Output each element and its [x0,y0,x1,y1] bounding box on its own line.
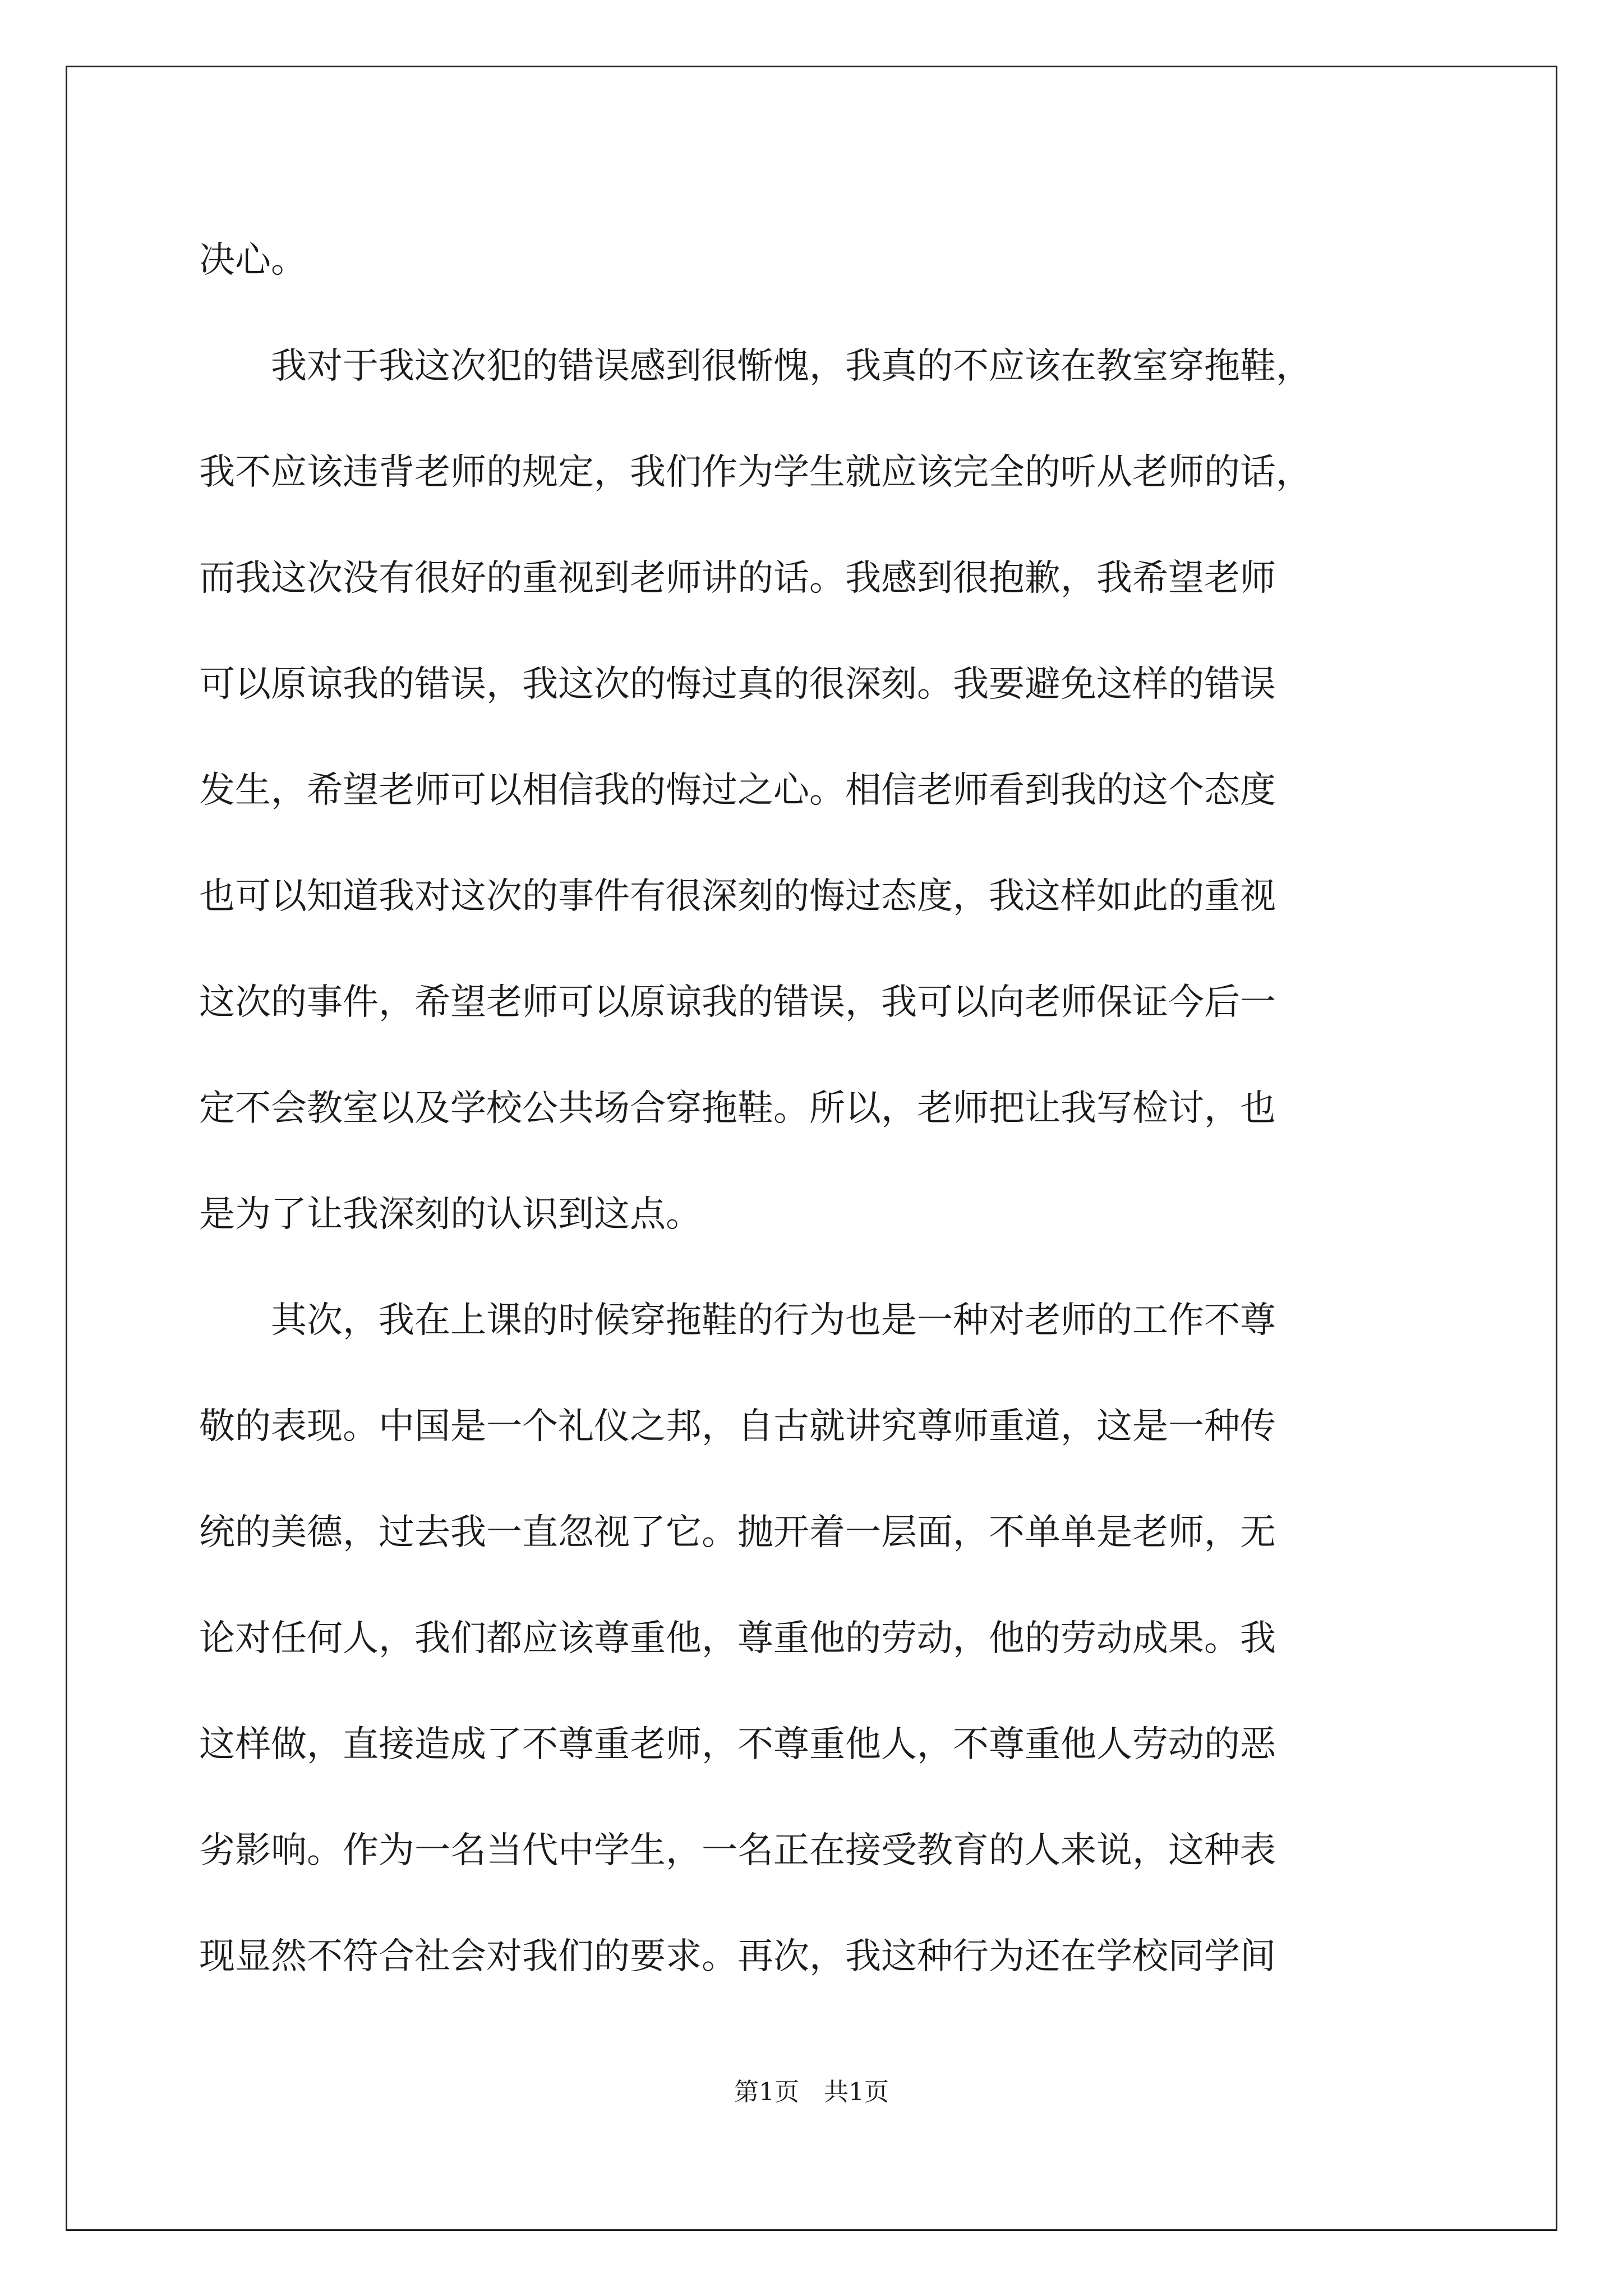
text-line: 这次的事件，希望老师可以原谅我的错误，我可以向老师保证今后一 [199,982,1276,1023]
text-line: 而我这次没有很好的重视到老师讲的话。我感到很抱歉，我希望老师 [199,558,1276,599]
text-line: 劣影响。作为一名当代中学生，一名正在接受教育的人来说，这种表 [199,1830,1276,1871]
text-line: 统的美德，过去我一直忽视了它。抛开着一层面，不单单是老师，无 [199,1512,1276,1553]
text-line: 论对任何人，我们都应该尊重他，尊重他的劳动，他的劳动成果。我 [199,1618,1276,1659]
text-line: 我对于我这次犯的错误感到很惭愧，我真的不应该在教室穿拖鞋， [199,346,1312,387]
document-body [199,208,1455,2010]
text-line: 我不应该违背老师的规定，我们作为学生就应该完全的听从老师的话， [199,452,1312,493]
text-line: 发生，希望老师可以相信我的悔过之心。相信老师看到我的这个态度 [199,770,1276,811]
text-line: 这样做，直接造成了不尊重老师，不尊重他人，不尊重他人劳动的恶 [199,1724,1276,1765]
text-line: 其次，我在上课的时候穿拖鞋的行为也是一种对老师的工作不尊 [199,1300,1276,1341]
text-line: 也可以知道我对这次的事件有很深刻的悔过态度，我这样如此的重视 [199,876,1276,917]
text-line: 敬的表现。中国是一个礼仪之邦，自古就讲究尊师重道，这是一种传 [199,1406,1276,1447]
page-number-footer: 第1页 共1页 [734,2078,889,2106]
text-line: 可以原谅我的错误，我这次的悔过真的很深刻。我要避免这样的错误 [199,664,1276,705]
text-line: 是为了让我深刻的认识到这点。 [199,1194,702,1235]
text-line: 现显然不符合社会对我们的要求。再次，我这种行为还在学校同学间 [199,1936,1276,1977]
text-line: 决心。 [199,240,307,281]
text-line: 定不会教室以及学校公共场合穿拖鞋。所以，老师把让我写检讨，也 [199,1088,1276,1129]
